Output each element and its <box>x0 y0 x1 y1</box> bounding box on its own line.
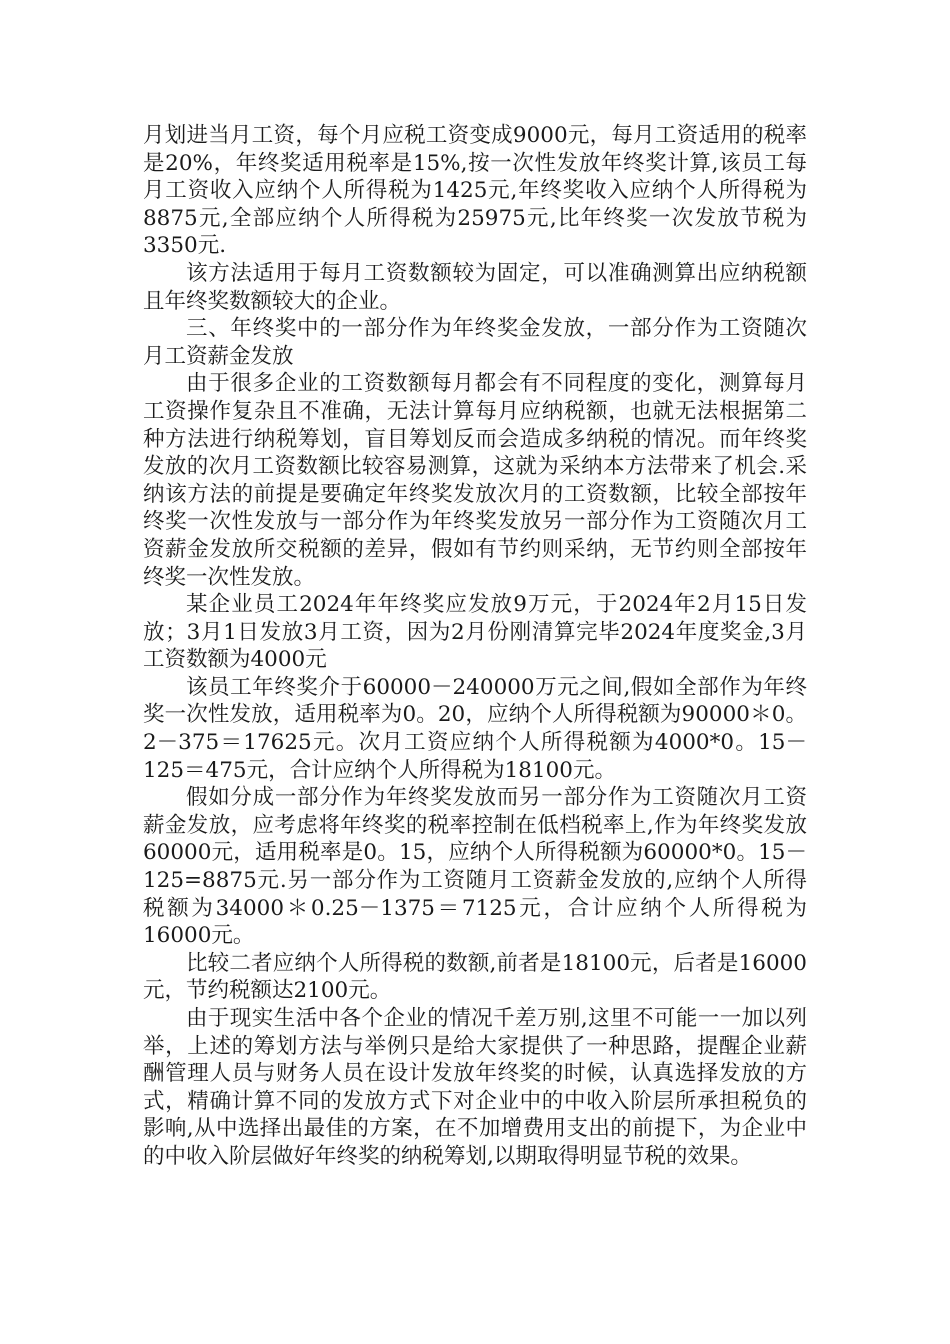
paragraph-continuation: 月划进当月工资，每个月应税工资变成9000元，每月工资适用的税率是20%，年终奖适用税率是15%,按一次性发放年终奖计算,该员工每月工资收入应纳个人所得税为1425元,年终奖收入应纳个人所得税为8875元,全部应纳个人所得税为25975元,比年终奖一次发放节税为3350元. <box>143 123 807 259</box>
section-heading-three: 三、年终奖中的一部分作为年终奖金发放，一部分作为工资随次月工资薪金发放 <box>143 316 807 369</box>
paragraph-example-setup: 某企业员工2024年年终奖应发放9万元，于2024年2月15日发放；3月1日发放3月工资，因为2月份刚清算完毕2024年度奖金,3月工资数额为4000元 <box>143 592 807 673</box>
paragraph-example-split: 假如分成一部分作为年终奖发放而另一部分作为工资随次月工资薪金发放，应考虑将年终奖的税率控制在低档税率上,作为年终奖发放60000元，适用税率是0。15，应纳个人所得税额为60000*0。15－125=8875元.另一部分作为工资随月工资薪金发放的,应纳个人所得税额为34000＊0.25－1375＝7125元，合计应纳个人所得税为16000元。 <box>143 785 807 949</box>
paragraph-method-applicability: 该方法适用于每月工资数额较为固定，可以准确测算出应纳税额且年终奖数额较大的企业。 <box>143 260 807 314</box>
document-body <box>143 122 807 1171</box>
paragraph-comparison: 比较二者应纳个人所得税的数额,前者是18100元，后者是16000元，节约税额达2100元。 <box>143 950 807 1004</box>
paragraph-method-rationale: 由于很多企业的工资数额每月都会有不同程度的变化，测算每月工资操作复杂且不准确，无法计算每月应纳税额，也就无法根据第二种方法进行纳税筹划，盲目筹划反而会造成多纳税的情况。而年终奖发放的次月工资数额比较容易测算，这就为采纳本方法带来了机会.采纳该方法的前提是要确定年终奖发放次月的工资数额，比较全部按年终奖一次性发放与一部分作为年终奖发放另一部分作为工资随次月工资薪金发放所交税额的差异，假如有节约则采纳，无节约则全部按年终奖一次性发放。 <box>143 371 807 590</box>
paragraph-example-lump-sum: 该员工年终奖介于60000－240000万元之间,假如全部作为年终奖一次性发放，适用税率为0。20，应纳个人所得税额为90000＊0。2－375＝17625元。次月工资应纳个人所得税额为4000*0。15－125＝475元，合计应纳个人所得税为18100元。 <box>143 674 807 783</box>
paragraph-conclusion: 由于现实生活中各个企业的情况千差万别,这里不可能一一加以列举，上述的筹划方法与举例只是给大家提供了一种思路，提醒企业薪酬管理人员与财务人员在设计发放年终奖的时候，认真选择发放的方式，精确计算不同的发放方式下对企业中的中收入阶层所承担税负的影响,从中选择出最佳的方案，在不加增费用支出的前提下，为企业中的中收入阶层做好年终奖的纳税筹划,以期取得明显节税的效果。 <box>143 1006 807 1169</box>
